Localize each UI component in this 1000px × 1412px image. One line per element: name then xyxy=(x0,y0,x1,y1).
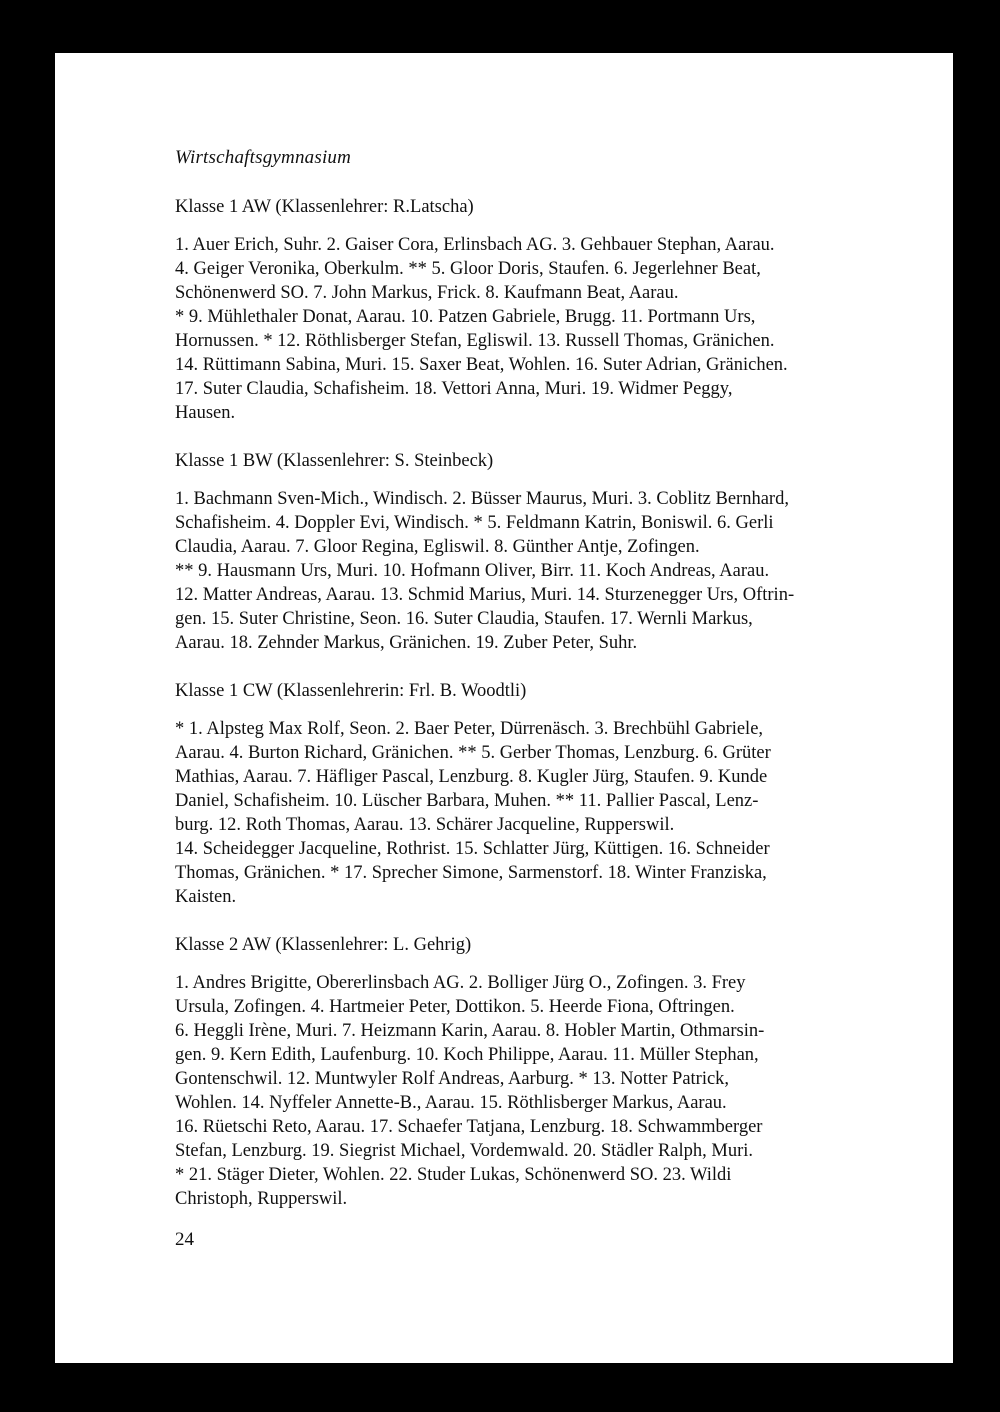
text-line: Ursula, Zofingen. 4. Hartmeier Peter, Dottikon. 5. Heerde Fiona, Oftringen. xyxy=(175,997,735,1017)
text-line: 17. Suter Claudia, Schafisheim. 18. Vettori Anna, Muri. 19. Widmer Peggy, xyxy=(175,379,733,399)
section-body xyxy=(175,717,895,909)
text-line: ** 9. Hausmann Urs, Muri. 10. Hofmann Oliver, Birr. 11. Koch Andreas, Aarau. xyxy=(175,561,770,581)
page-content xyxy=(175,147,895,1235)
section-title: Klasse 2 AW (Klassenlehrer: L. Gehrig) xyxy=(175,935,472,955)
text-line: * 21. Stäger Dieter, Wohlen. 22. Studer Lukas, Schönenwerd SO. 23. Wildi xyxy=(175,1165,732,1185)
text-line: 1. Auer Erich, Suhr. 2. Gaiser Cora, Erlinsbach AG. 3. Gehbauer Stephan, Aarau. xyxy=(175,235,775,255)
text-line: Kaisten. xyxy=(175,887,237,907)
text-line: Schafisheim. 4. Doppler Evi, Windisch. * 5. Feldmann Katrin, Boniswil. 6. Gerli xyxy=(175,513,774,533)
text-line: 14. Scheidegger Jacqueline, Rothrist. 15. Schlatter Jürg, Küttigen. 16. Schneider xyxy=(175,839,770,859)
text-line: Daniel, Schafisheim. 10. Lüscher Barbara, Muhen. ** 11. Pallier Pascal, Lenz- xyxy=(175,791,759,811)
text-line: 4. Geiger Veronika, Oberkulm. ** 5. Gloor Doris, Staufen. 6. Jegerlehner Beat, xyxy=(175,259,761,279)
section-title: Klasse 1 BW (Klassenlehrer: S. Steinbeck) xyxy=(175,451,494,471)
document-page xyxy=(55,53,953,1363)
class-section-1cw xyxy=(175,679,895,909)
class-section-2aw xyxy=(175,933,895,1211)
text-line: * 1. Alpsteg Max Rolf, Seon. 2. Baer Peter, Dürrenäsch. 3. Brechbühl Gabriele, xyxy=(175,719,764,739)
text-line: gen. 15. Suter Christine, Seon. 16. Suter Claudia, Staufen. 17. Wernli Markus, xyxy=(175,609,753,629)
page-heading: Wirtschaftsgymnasium xyxy=(175,147,352,168)
text-line: 6. Heggli Irène, Muri. 7. Heizmann Karin, Aarau. 8. Hobler Martin, Othmarsin- xyxy=(175,1021,765,1041)
text-line: Claudia, Aarau. 7. Gloor Regina, Egliswil. 8. Günther Antje, Zofingen. xyxy=(175,537,700,557)
section-body xyxy=(175,233,895,425)
text-line: 12. Matter Andreas, Aarau. 13. Schmid Marius, Muri. 14. Sturzenegger Urs, Oftrin- xyxy=(175,585,795,605)
text-line: Aarau. 18. Zehnder Markus, Gränichen. 19. Zuber Peter, Suhr. xyxy=(175,633,638,653)
text-line: Schönenwerd SO. 7. John Markus, Frick. 8. Kaufmann Beat, Aarau. xyxy=(175,283,679,303)
text-line: Wohlen. 14. Nyffeler Annette-B., Aarau. 15. Röthlisberger Markus, Aarau. xyxy=(175,1093,727,1113)
text-line: Stefan, Lenzburg. 19. Siegrist Michael, Vordemwald. 20. Städler Ralph, Muri. xyxy=(175,1141,754,1161)
section-title: Klasse 1 AW (Klassenlehrer: R.Latscha) xyxy=(175,197,474,217)
text-line: Christoph, Rupperswil. xyxy=(175,1189,348,1209)
text-line: Thomas, Gränichen. * 17. Sprecher Simone, Sarmenstorf. 18. Winter Franziska, xyxy=(175,863,767,883)
text-line: 1. Bachmann Sven-Mich., Windisch. 2. Büsser Maurus, Muri. 3. Coblitz Bernhard, xyxy=(175,489,789,509)
section-body xyxy=(175,487,895,655)
text-line: Hausen. xyxy=(175,403,236,423)
class-section-1bw xyxy=(175,449,895,655)
text-line: Gontenschwil. 12. Muntwyler Rolf Andreas, Aarburg. * 13. Notter Patrick, xyxy=(175,1069,730,1089)
text-line: Aarau. 4. Burton Richard, Gränichen. ** 5. Gerber Thomas, Lenzburg. 6. Grüter xyxy=(175,743,771,763)
section-title: Klasse 1 CW (Klassenlehrerin: Frl. B. Woodtli) xyxy=(175,681,527,701)
text-line: gen. 9. Kern Edith, Laufenburg. 10. Koch Philippe, Aarau. 11. Müller Stephan, xyxy=(175,1045,759,1065)
class-section-1aw xyxy=(175,195,895,425)
text-line: burg. 12. Roth Thomas, Aarau. 13. Schärer Jacqueline, Rupperswil. xyxy=(175,815,675,835)
text-line: * 9. Mühlethaler Donat, Aarau. 10. Patzen Gabriele, Brugg. 11. Portmann Urs, xyxy=(175,307,756,327)
text-line: 16. Rüetschi Reto, Aarau. 17. Schaefer Tatjana, Lenzburg. 18. Schwammberger xyxy=(175,1117,763,1137)
page-number: 24 xyxy=(175,1229,194,1250)
text-line: 1. Andres Brigitte, Obererlinsbach AG. 2. Bolliger Jürg O., Zofingen. 3. Frey xyxy=(175,973,746,993)
text-line: 14. Rüttimann Sabina, Muri. 15. Saxer Beat, Wohlen. 16. Suter Adrian, Gränichen. xyxy=(175,355,788,375)
section-body xyxy=(175,971,895,1211)
text-line: Mathias, Aarau. 7. Häfliger Pascal, Lenzburg. 8. Kugler Jürg, Staufen. 9. Kunde xyxy=(175,767,768,787)
text-line: Hornussen. * 12. Röthlisberger Stefan, Egliswil. 13. Russell Thomas, Gränichen. xyxy=(175,331,775,351)
